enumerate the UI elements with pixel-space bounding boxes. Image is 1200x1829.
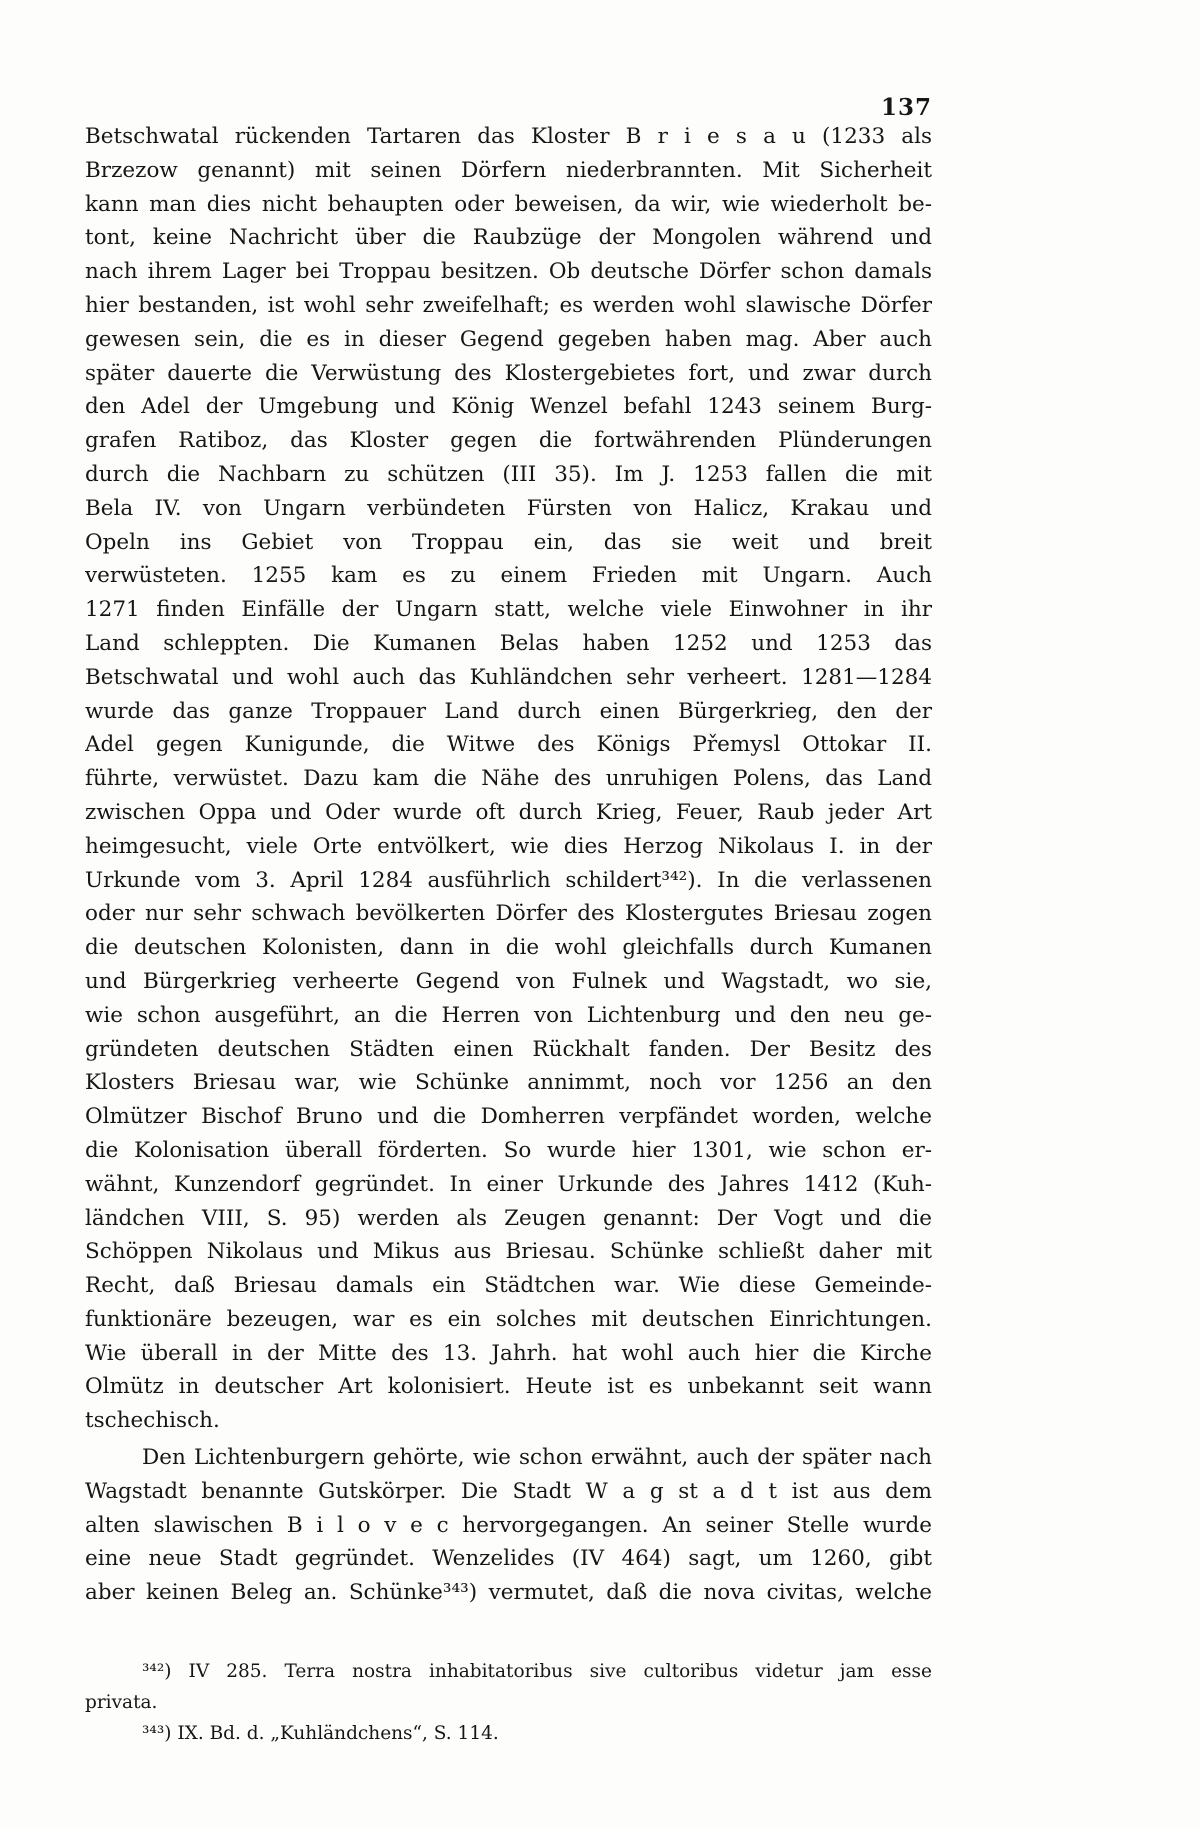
text-line: Den Lichtenburgern gehörte, wie schon erwähnt, auch der später nach — [142, 1445, 932, 1471]
text-line: Land schleppten. Die Kumanen Belas haben 1252 und 1253 das — [85, 630, 932, 656]
text-line: die deutschen Kolonisten, dann in die wohl gleichfalls durch Kumanen — [85, 935, 932, 961]
text-line: Urkunde vom 3. April 1284 ausführlich schildert³⁴²). In die verlassenen — [85, 867, 932, 893]
text-line: ländchen VIII, S. 95) werden als Zeugen genannt: Der Vogt und die — [85, 1205, 932, 1231]
text-line: die Kolonisation überall förderten. So wurde hier 1301, wie schon er- — [85, 1137, 932, 1163]
text-line: wähnt, Kunzendorf gegründet. In einer Urkunde des Jahres 1412 (Kuh- — [85, 1171, 932, 1197]
text-line: und Bürgerkrieg verheerte Gegend von Fulnek und Wagstadt, wo sie, — [85, 968, 932, 994]
text-line: Opeln ins Gebiet von Troppau ein, das sie weit und breit — [85, 529, 932, 555]
text-line: Schöppen Nikolaus und Mikus aus Briesau. Schünke schließt daher mit — [85, 1239, 932, 1265]
footnote-line: ³⁴²) IV 285. Terra nostra inhabitatoribus sive cultoribus videtur jam esse — [142, 1661, 932, 1682]
text-line: tschechisch. — [85, 1408, 220, 1434]
text-line: funktionäre bezeugen, war es ein solches mit deutschen Einrichtungen. — [85, 1306, 932, 1332]
text-line: 1271 finden Einfälle der Ungarn statt, welche viele Einwohner in ihr — [85, 597, 932, 623]
text-line: Brzezow genannt) mit seinen Dörfern niederbrannten. Mit Sicherheit — [85, 157, 932, 183]
text-line: Betschwatal und wohl auch das Kuhländchen sehr verheert. 1281—1284 — [85, 664, 932, 690]
text-line: nach ihrem Lager bei Troppau besitzen. Ob deutsche Dörfer schon damals — [85, 259, 932, 285]
text-line: verwüsteten. 1255 kam es zu einem Frieden mit Ungarn. Auch — [85, 563, 932, 589]
footnotes — [85, 1656, 932, 1749]
text-line: den Adel der Umgebung und König Wenzel befahl 1243 seinem Burg- — [85, 394, 932, 420]
paragraph — [85, 1441, 932, 1610]
paragraph — [85, 120, 932, 1438]
text-line: Wagstadt benannte Gutskörper. Die Stadt W a g st a d t ist aus dem — [85, 1478, 932, 1504]
footnote-line: privata. — [85, 1692, 158, 1713]
text-line: aber keinen Beleg an. Schünke³⁴³) vermutet, daß die nova civitas, welche — [85, 1580, 932, 1606]
text-line: alten slawischen B i l o v e c hervorgegangen. An seiner Stelle wurde — [85, 1512, 932, 1538]
text-line: tont, keine Nachricht über die Raubzüge der Mongolen während und — [85, 225, 932, 251]
text-line: wurde das ganze Troppauer Land durch einen Bürgerkrieg, den der — [85, 698, 932, 724]
text-line: Betschwatal rückenden Tartaren das Kloster B r i e s a u (1233 als — [85, 124, 932, 149]
text-line: durch die Nachbarn zu schützen (III 35). Im J. 1253 fallen die mit — [85, 461, 932, 487]
page-number: 137 — [880, 94, 932, 121]
text-line: kann man dies nicht behaupten oder beweisen, da wir, wie wiederholt be- — [85, 191, 932, 217]
text-line: gewesen sein, die es in dieser Gegend gegeben haben mag. Aber auch — [85, 326, 932, 352]
text-line: Adel gegen Kunigunde, die Witwe des Königs Přemysl Ottokar II. — [85, 732, 932, 758]
text-line: heimgesucht, viele Orte entvölkert, wie dies Herzog Nikolaus I. in der — [85, 833, 932, 859]
text-line: Bela IV. von Ungarn verbündeten Fürsten von Halicz, Krakau und — [85, 495, 932, 521]
text-line: Olmützer Bischof Bruno und die Domherren verpfändet worden, welche — [85, 1104, 932, 1130]
text-line: später dauerte die Verwüstung des Klostergebietes fort, und zwar durch — [85, 360, 932, 386]
text-line: zwischen Oppa und Oder wurde oft durch Krieg, Feuer, Raub jeder Art — [85, 799, 932, 825]
text-line: eine neue Stadt gegründet. Wenzelides (IV 464) sagt, um 1260, gibt — [85, 1546, 932, 1572]
text-line: wie schon ausgeführt, an die Herren von Lichtenburg und den neu ge- — [85, 1002, 932, 1028]
text-line: gründeten deutschen Städten einen Rückhalt fanden. Der Besitz des — [85, 1036, 932, 1062]
text-line: Wie überall in der Mitte des 13. Jahrh. hat wohl auch hier die Kirche — [85, 1340, 932, 1366]
footnote-line: ³⁴³) IX. Bd. d. „Kuhländchens“, S. 114. — [142, 1723, 499, 1744]
text-line: hier bestanden, ist wohl sehr zweifelhaft; es werden wohl slawische Dörfer — [85, 292, 932, 318]
text-line: Recht, daß Briesau damals ein Städtchen war. Wie diese Gemeinde- — [85, 1273, 932, 1299]
text-line: führte, verwüstet. Dazu kam die Nähe des unruhigen Polens, das Land — [85, 766, 932, 792]
text-line: grafen Ratiboz, das Kloster gegen die fortwährenden Plünderungen — [85, 428, 932, 454]
body-text — [85, 120, 932, 1610]
text-line: Olmütz in deutscher Art kolonisiert. Heute ist es unbekannt seit wann — [85, 1374, 932, 1400]
text-line: oder nur sehr schwach bevölkerten Dörfer des Klostergutes Briesau zogen — [85, 901, 932, 927]
text-line: Klosters Briesau war, wie Schünke annimmt, noch vor 1256 an den — [85, 1070, 932, 1096]
